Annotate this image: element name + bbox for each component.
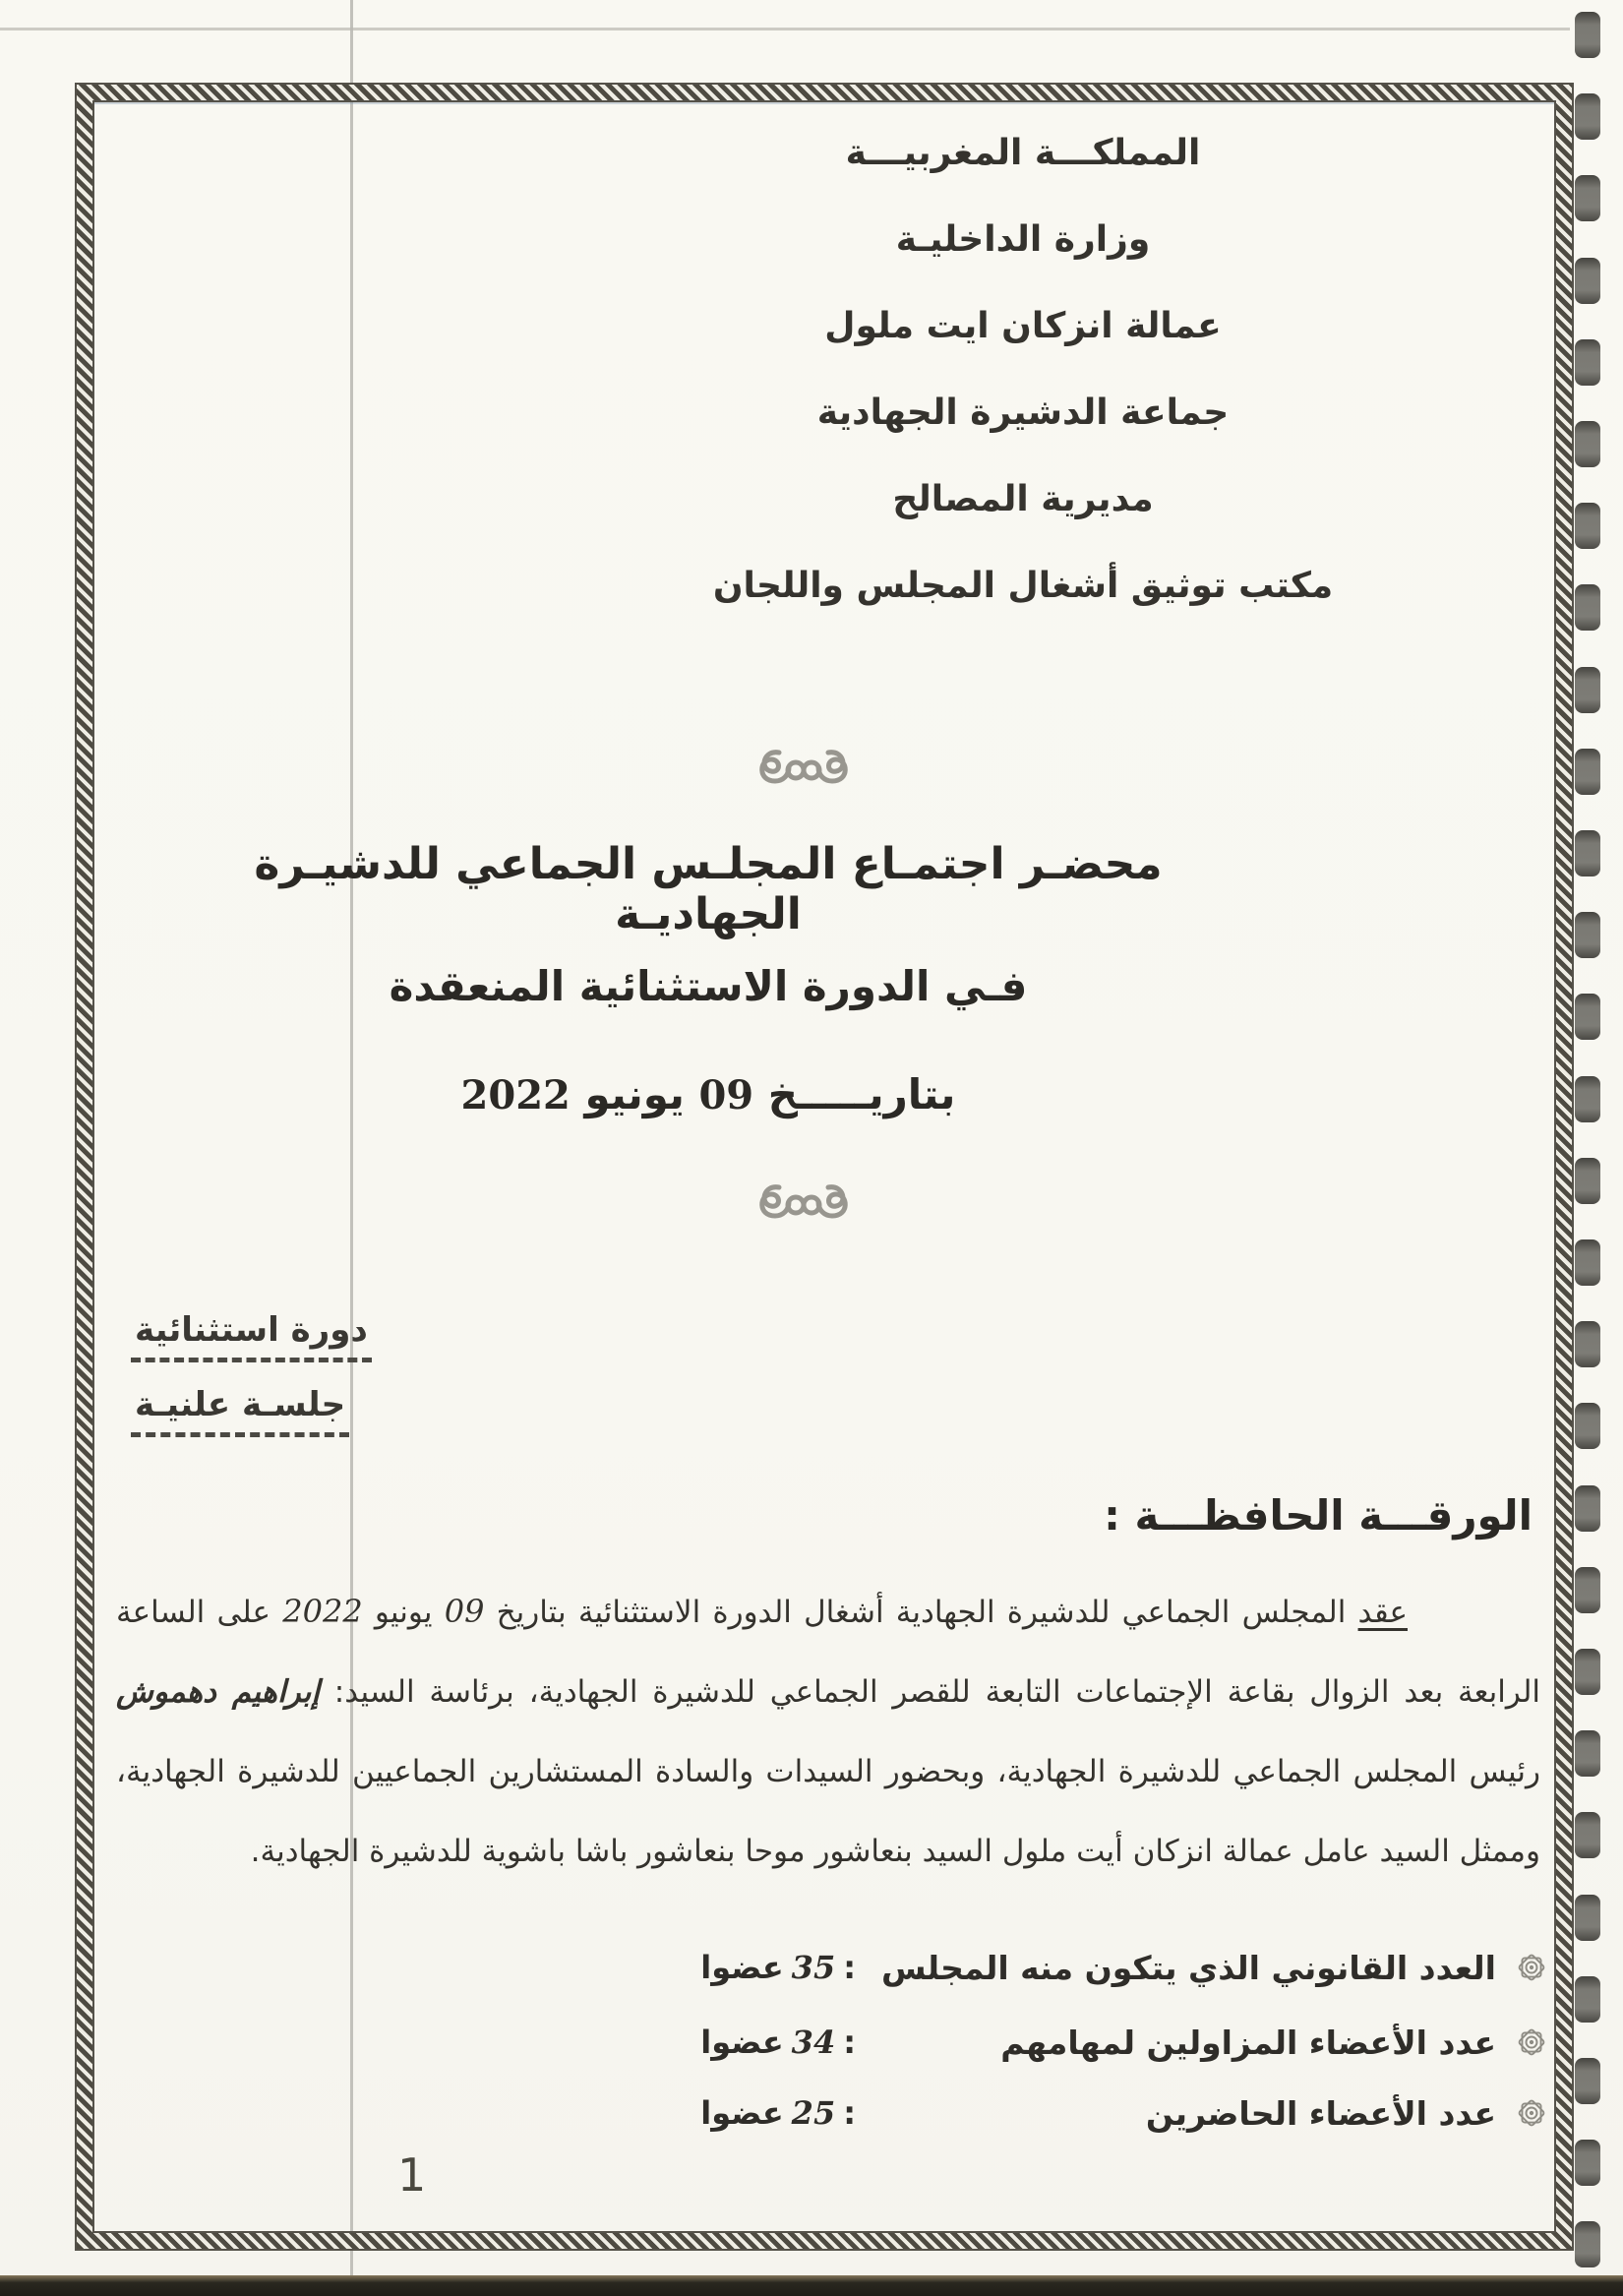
document-subtitle: فـي الدورة الاستثنائية المنعقدة [389, 962, 1028, 1010]
paragraph-text: يونيو [362, 1595, 445, 1630]
section-heading: الورقـــة الحافظـــة : [1104, 1491, 1533, 1540]
rosette-bullet-icon [1514, 2095, 1549, 2131]
colon: : [843, 1949, 856, 1986]
binder-hole [1575, 1567, 1600, 1613]
attendance-label: العدد القانوني الذي يتكون منه المجلس [880, 1948, 1496, 1987]
date-day-number: 09 [444, 1593, 485, 1630]
binder-hole [1575, 1649, 1600, 1695]
binder-hole [1575, 1730, 1600, 1777]
letterhead-directorate: مديرية المصالح [892, 479, 1154, 519]
attendance-label: عدد الأعضاء المزاولين لمهامهم [1000, 2023, 1496, 2062]
date-year: 2022 [460, 1072, 571, 1118]
binder-hole [1575, 830, 1600, 876]
opening-paragraph [116, 1572, 1540, 1892]
rosette-bullet-icon [1514, 1950, 1549, 1985]
binder-hole [1575, 1976, 1600, 2023]
letterhead-kingdom: المملكـــة المغربيـــة [845, 133, 1201, 173]
attendance-unit: عضوا [700, 2024, 784, 2061]
attendance-row-present-members [610, 2082, 1549, 2145]
attendance-value [610, 2094, 856, 2132]
binder-hole [1575, 12, 1600, 58]
binder-hole [1575, 1485, 1600, 1532]
letterhead [649, 110, 1397, 630]
binder-hole [1575, 503, 1600, 549]
date-word: بتاريـــــخ [767, 1070, 956, 1118]
president-name: إبراهيم دهموش [116, 1674, 320, 1710]
page-number: 1 [397, 2148, 427, 2202]
attendance-row-active-members [610, 2011, 1549, 2074]
attendance-count: 25 [791, 2094, 836, 2132]
scan-bottom-edge [0, 2275, 1623, 2296]
binder-hole [1575, 912, 1600, 958]
binder-hole [1575, 1321, 1600, 1367]
binder-hole [1575, 994, 1600, 1040]
letterhead-ministry: وزارة الداخليـة [895, 219, 1151, 260]
colon: : [843, 2024, 856, 2061]
colon: : [843, 2094, 856, 2132]
attendance-count: 34 [791, 2024, 836, 2061]
fleuron-ornament-icon [750, 744, 858, 791]
binder-hole [1575, 1895, 1600, 1941]
binder-hole [1575, 1239, 1600, 1286]
binder-hole [1575, 2140, 1600, 2186]
attendance-label: عدد الأعضاء الحاضرين [1145, 2093, 1496, 2133]
attendance-unit: عضوا [700, 2094, 784, 2132]
binder-hole [1575, 175, 1600, 221]
session-type-note: دورة استثنائية [131, 1310, 372, 1362]
document-title: محضـر اجتمـاع المجلـس الجماعي للدشيـرة الجهاديـة [254, 839, 1163, 939]
binder-hole [1575, 258, 1600, 304]
binder-hole [1575, 339, 1600, 386]
fleuron-ornament-icon [750, 1178, 858, 1226]
letterhead-prefecture: عمالة انزكان ايت ملول [824, 306, 1222, 346]
paragraph-first-word: عقد [1357, 1595, 1408, 1630]
binder-hole [1575, 1076, 1600, 1122]
paragraph-text: المجلس الجماعي للدشيرة الجهادية أشغال الدورة الاستثنائية بتاريخ [484, 1595, 1358, 1630]
binder-hole [1575, 2058, 1600, 2104]
binder-hole [1575, 421, 1600, 467]
binder-hole [1575, 1158, 1600, 1204]
attendance-row-legal-count [610, 1936, 1549, 1999]
date-day: 09 [698, 1072, 754, 1118]
date-year-number: 2022 [282, 1593, 363, 1630]
date-month: يونيو [584, 1070, 685, 1118]
session-mode-note: جلسـة علنيـة [131, 1385, 349, 1437]
rosette-bullet-icon [1514, 2024, 1549, 2060]
binder-hole [1575, 1403, 1600, 1449]
letterhead-commune: جماعة الدشيرة الجهادية [816, 393, 1230, 433]
letterhead-office: مكتب توثيق أشغال المجلس واللجان [712, 566, 1334, 606]
binder-hole [1575, 584, 1600, 631]
paragraph-text: رئيس المجلس الجماعي للدشيرة الجهادية، وبحضور السيدات والسادة المستشارين الجماعيين للدشيرة الجهادية، وممثل السيد عامل عمالة انزكان أيت ملول السيد بنعاشور موحا بنعاشور باشا باشوية للدشيرة الجهادية. [116, 1754, 1540, 1869]
binder-hole [1575, 2221, 1600, 2267]
binder-hole [1575, 93, 1600, 140]
document-date-line [216, 1070, 1200, 1118]
attendance-value [610, 1949, 856, 1986]
binder-hole [1575, 749, 1600, 795]
paragraph-text: على الساعة الرابعة بعد الزوال بقاعة الإجتماعات التابعة للقصر الجماعي للدشيرة الجهادية، برئاسة السيد: [116, 1595, 1541, 1710]
attendance-count: 35 [791, 1949, 836, 1986]
attendance-unit: عضوا [700, 1949, 784, 1986]
binder-hole [1575, 1812, 1600, 1858]
attendance-value [610, 2024, 856, 2061]
scan-edge-line [0, 28, 1570, 30]
binder-hole [1575, 667, 1600, 713]
